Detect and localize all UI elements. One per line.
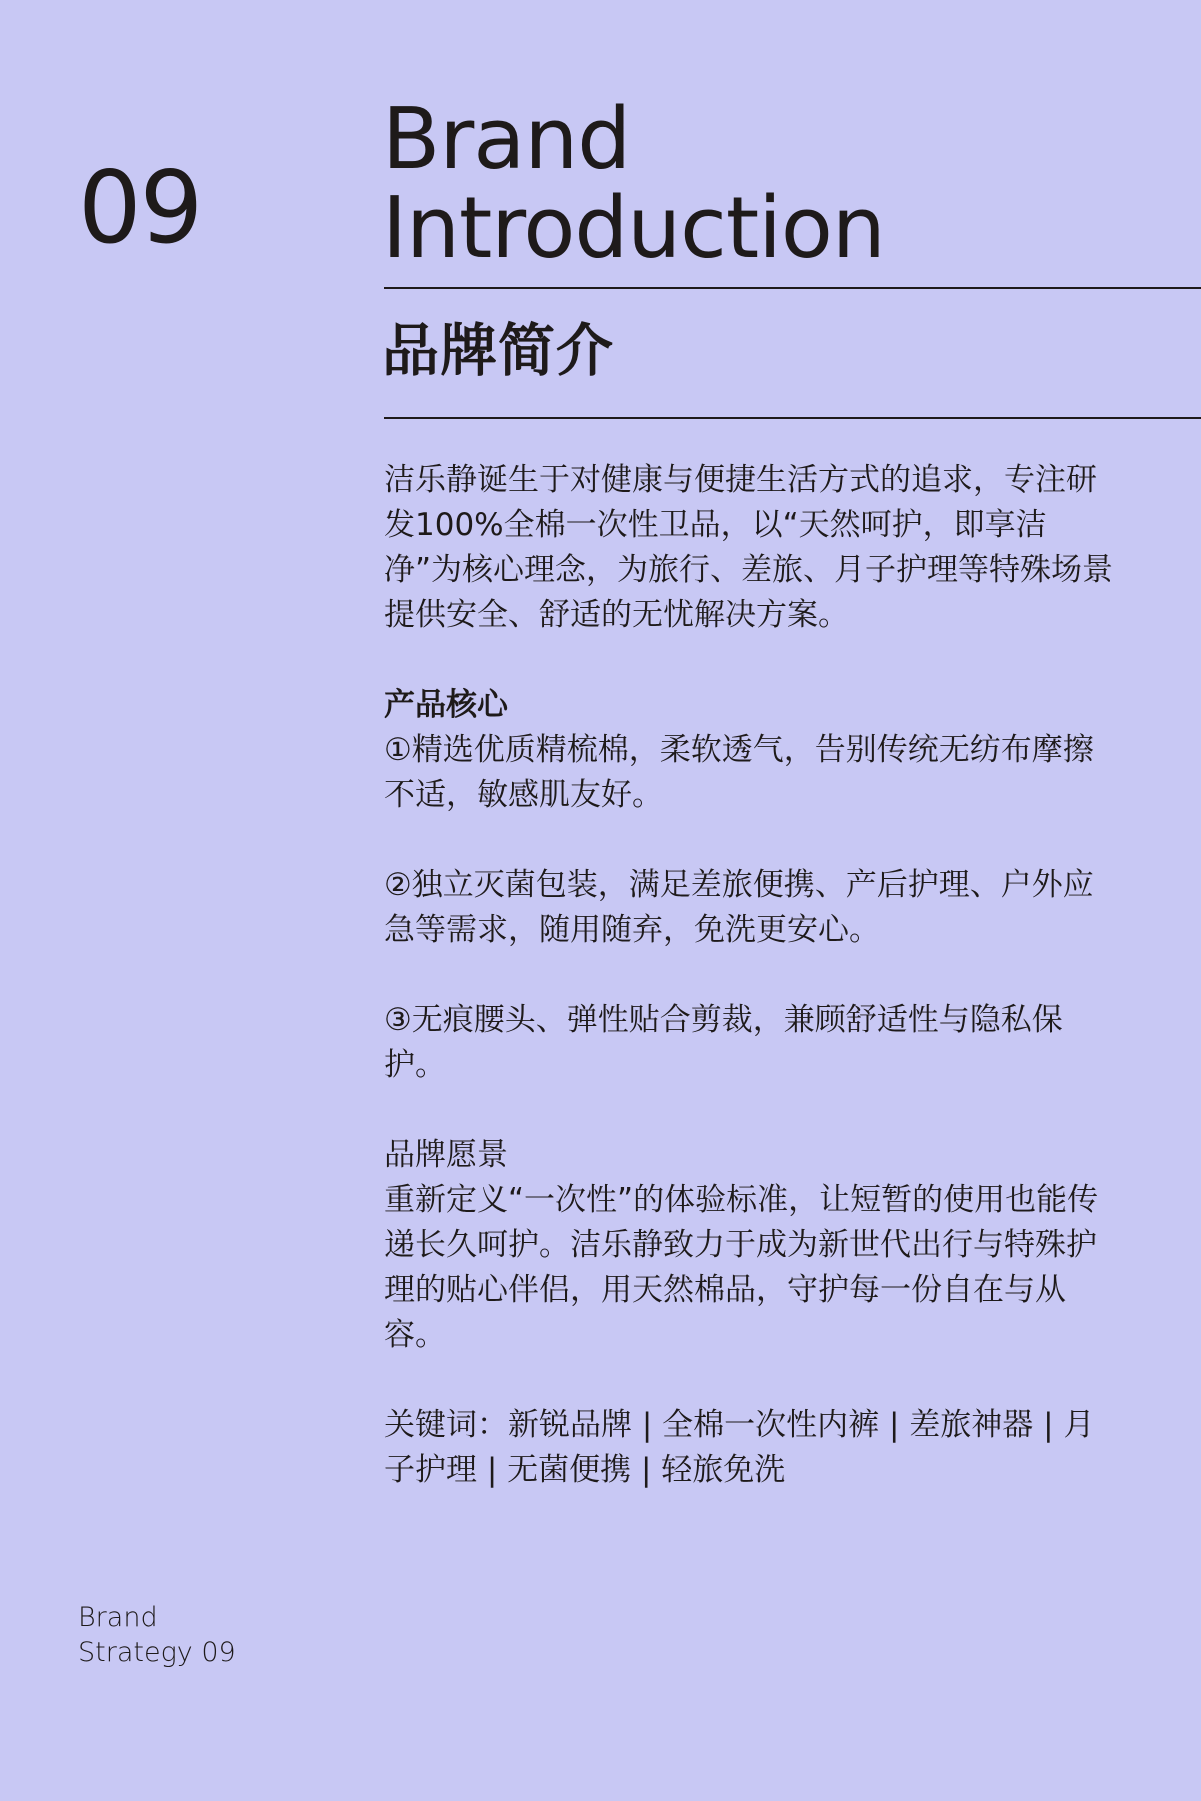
top-divider (384, 287, 1201, 289)
footer-line1: Brand (78, 1602, 158, 1633)
product-core-point-3: ③无痕腰头、弹性贴合剪裁，兼顾舒适性与隐私保护。 (384, 1002, 1063, 1083)
section-number: 09 (78, 149, 202, 266)
footer-line2: Strategy 09 (78, 1637, 236, 1668)
english-title-line1: Brand (382, 90, 631, 189)
english-title-line2: Introduction (382, 179, 885, 278)
product-core-point-1: ①精选优质精梳棉，柔软透气，告别传统无纺布摩擦不适，敏感肌友好。 (384, 732, 1094, 813)
vision-heading: 品牌愿景 (384, 1137, 508, 1173)
intro-paragraph: 洁乐静诞生于对健康与便捷生活方式的追求，专注研发100%全棉一次性卫品，以“天然呵护，即享洁净”为核心理念，为旅行、差旅、月子护理等特殊场景提供安全、舒适的无忧解决方案。 (384, 462, 1114, 633)
bottom-divider (384, 417, 1201, 419)
vision-paragraph: 重新定义“一次性”的体验标准，让短暂的使用也能传递长久呵护。洁乐静致力于成为新世代出行与特殊护理的贴心伴侣，用天然棉品，守护每一份自在与从容。 (384, 1182, 1099, 1353)
product-core-point-2: ②独立灭菌包装，满足差旅便携、产后护理、户外应急等需求，随用随弃，免洗更安心。 (384, 867, 1094, 948)
english-title (382, 90, 1162, 278)
keywords-line: 关键词：新锐品牌 | 全棉一次性内裤 | 差旅神器 | 月子护理 | 无菌便携 | 轻旅免洗 (384, 1407, 1095, 1488)
chinese-title: 品牌简介 (382, 318, 614, 384)
footer-label (78, 1600, 236, 1670)
product-core-heading: 产品核心 (384, 687, 508, 723)
body-content (384, 458, 1119, 1493)
